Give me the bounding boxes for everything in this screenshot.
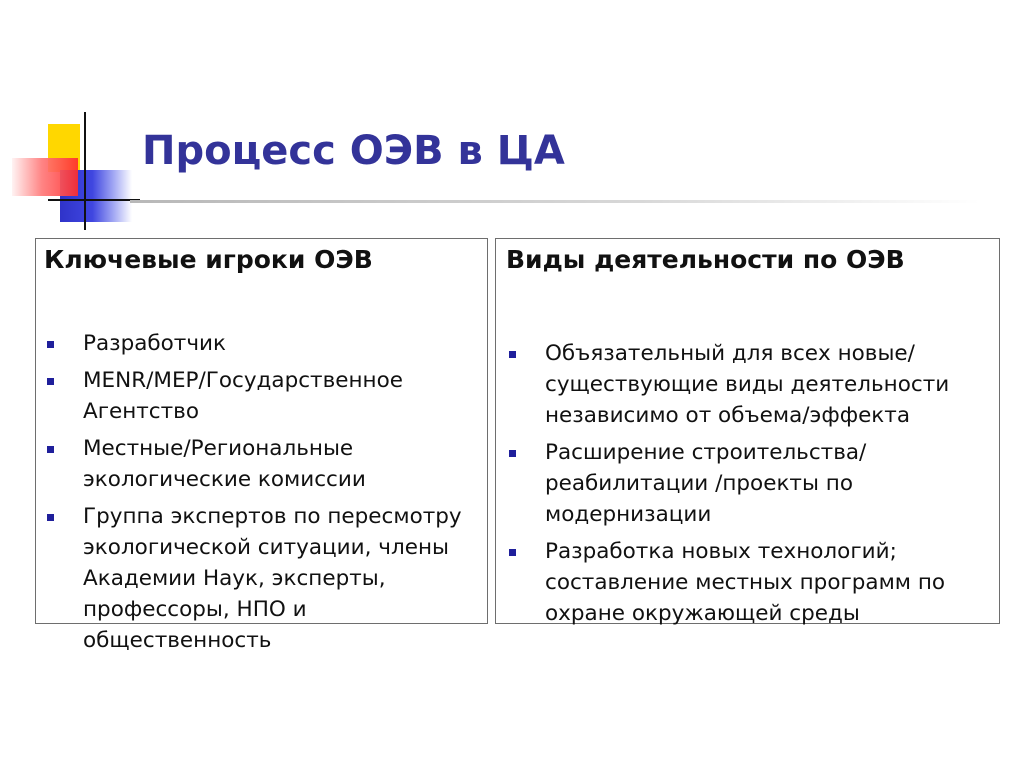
left-column-heading: Ключевые игроки ОЭВ xyxy=(44,245,373,274)
bullet-icon xyxy=(47,341,54,348)
right-column-heading: Виды деятельности по ОЭВ xyxy=(506,245,905,274)
bullet-icon xyxy=(47,378,54,385)
left-column-list xyxy=(44,328,484,656)
list-item xyxy=(44,433,484,495)
list-item xyxy=(44,328,484,359)
right-column-list xyxy=(506,338,996,629)
slide-title: Процесс ОЭВ в ЦА xyxy=(142,128,565,174)
list-item xyxy=(506,437,996,530)
list-item-text: Объязательный для всех новые/существующие виды деятельности независимо от объема/эффекта xyxy=(545,341,950,428)
list-item xyxy=(506,536,996,629)
decorative-logo xyxy=(0,0,140,240)
logo-red-square xyxy=(12,158,78,196)
list-item xyxy=(44,365,484,427)
logo-vertical-line xyxy=(84,112,86,230)
title-underline xyxy=(130,200,980,203)
list-item-text: MENR/MEP/Государственное Агентство xyxy=(83,368,403,424)
bullet-icon xyxy=(509,549,516,556)
list-item-text: Группа экспертов по пересмотру экологической ситуации, члены Академии Наук, эксперты, профессоры, НПО и общественность xyxy=(83,504,462,653)
bullet-icon xyxy=(509,450,516,457)
list-item-text: Местные/Региональные экологические комиссии xyxy=(83,436,366,492)
bullet-icon xyxy=(47,446,54,453)
bullet-icon xyxy=(509,351,516,358)
list-item-text: Разработчик xyxy=(83,331,226,356)
list-item-text: Разработка новых технологий; составление местных программ по охране окружающей среды xyxy=(545,539,946,626)
bullet-icon xyxy=(47,514,54,521)
list-item-text: Расширение строительства/реабилитации /проекты по модернизации xyxy=(545,440,867,527)
list-item xyxy=(506,338,996,431)
left-column xyxy=(44,244,484,662)
right-column xyxy=(506,244,996,635)
list-item xyxy=(44,501,484,656)
logo-horizontal-line xyxy=(48,199,140,201)
